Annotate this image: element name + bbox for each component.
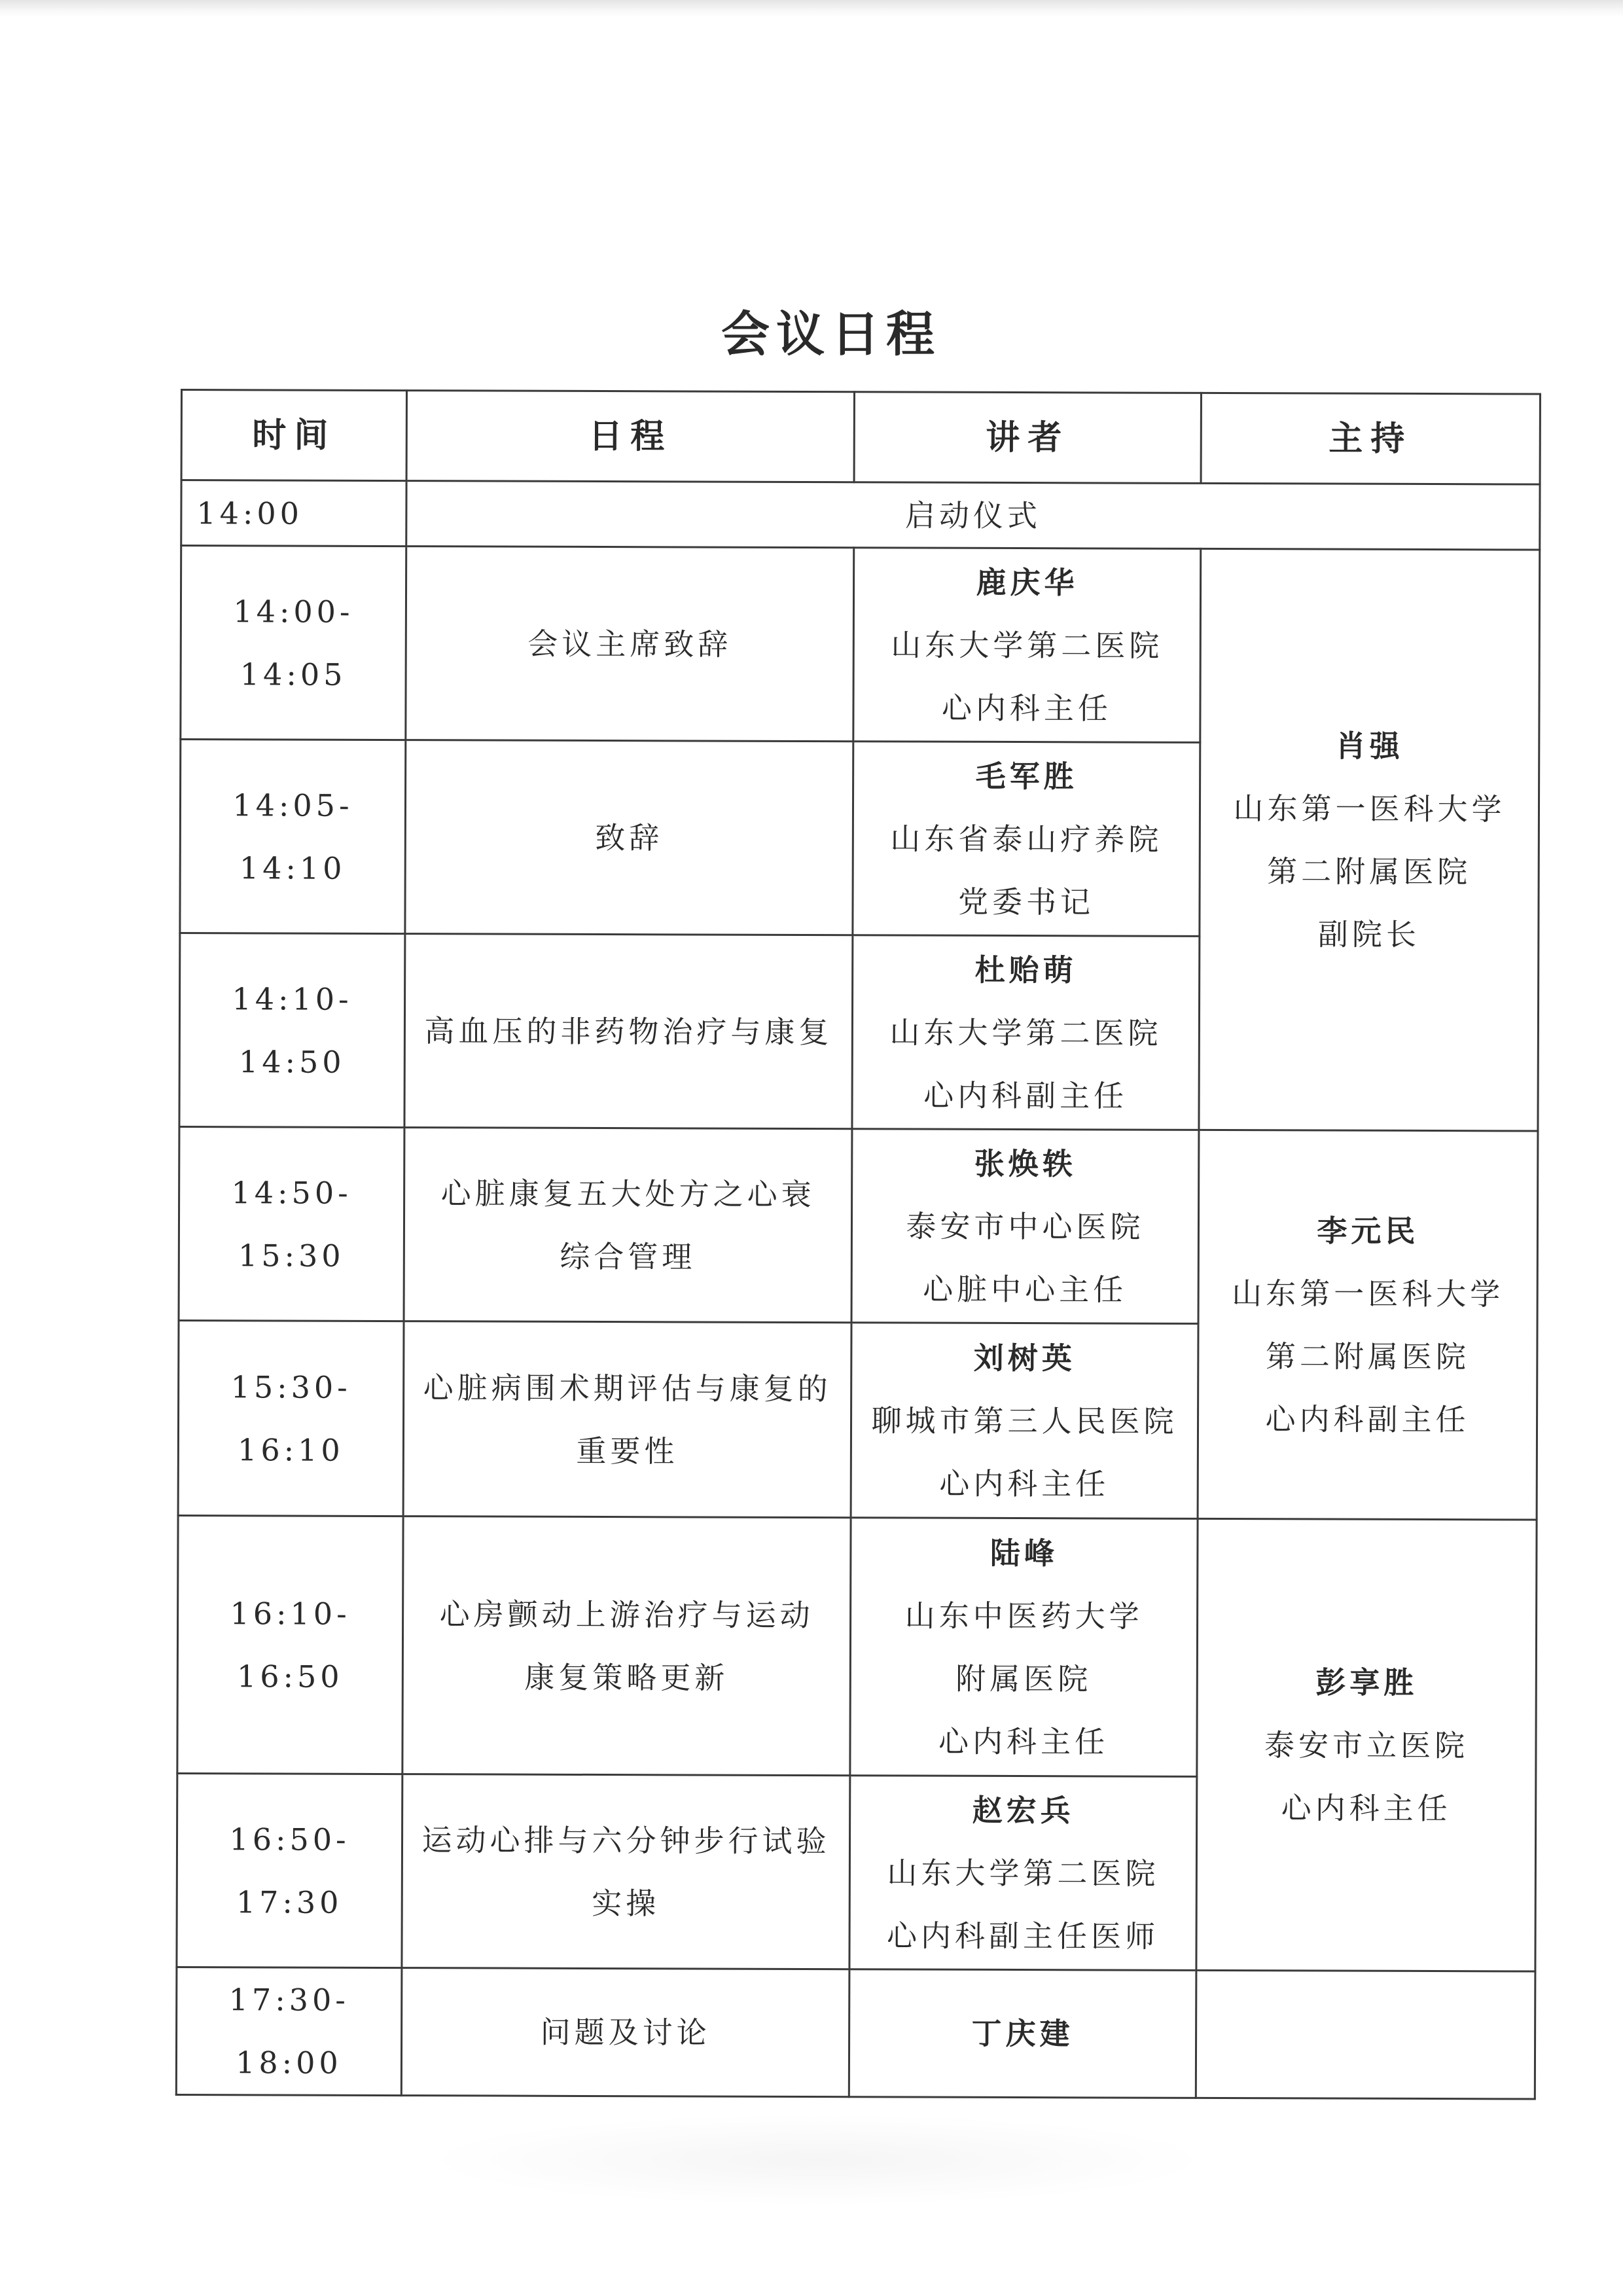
speaker-affiliation: 山东中医药大学 bbox=[904, 1597, 1143, 1634]
host-affiliation: 山东第一医科大学 bbox=[1233, 790, 1506, 827]
agenda-line: 康复策略更新 bbox=[524, 1659, 729, 1696]
header-host: 主持 bbox=[1201, 393, 1540, 484]
session-speaker bbox=[850, 1518, 1198, 1777]
header-time: 时间 bbox=[181, 390, 406, 481]
table-row bbox=[176, 1967, 1535, 2099]
session-speaker bbox=[853, 742, 1200, 937]
page-title: 会议日程 bbox=[721, 306, 941, 363]
speaker-affiliation: 泰安市中心医院 bbox=[906, 1208, 1145, 1245]
speaker-name: 张焕轶 bbox=[974, 1145, 1077, 1181]
schedule-table bbox=[175, 389, 1541, 2100]
session-time: 16:10-16:50 bbox=[177, 1515, 403, 1774]
speaker-affiliation: 山东大学第二医院 bbox=[889, 1014, 1162, 1051]
speaker-affiliation: 山东大学第二医院 bbox=[891, 626, 1164, 664]
session-host bbox=[1196, 1518, 1537, 1971]
host-affiliation: 第二附属医院 bbox=[1265, 1338, 1470, 1374]
header-speaker: 讲者 bbox=[854, 392, 1201, 484]
speaker-affiliation: 聊城市第三人民医院 bbox=[871, 1402, 1178, 1439]
agenda-line: 运动心排与六分钟步行试验 bbox=[421, 1821, 830, 1859]
session-agenda bbox=[401, 1968, 849, 2097]
session-agenda bbox=[402, 1516, 851, 1776]
agenda-line: 重要性 bbox=[576, 1433, 679, 1469]
speaker-affiliation: 山东省泰山疗养院 bbox=[890, 820, 1163, 857]
session-speaker bbox=[851, 1323, 1198, 1519]
speaker-title: 心内科副主任医师 bbox=[886, 1917, 1160, 1954]
session-time: 17:30-18:00 bbox=[176, 1967, 402, 2095]
speaker-name: 陆峰 bbox=[990, 1535, 1059, 1571]
session-agenda bbox=[404, 1128, 852, 1323]
host-title: 心内科副主任 bbox=[1265, 1401, 1470, 1437]
speaker-title: 心内科副主任 bbox=[923, 1077, 1128, 1114]
session-speaker bbox=[852, 935, 1200, 1130]
host-title: 心内科主任 bbox=[1281, 1789, 1452, 1826]
table-row bbox=[181, 546, 1540, 744]
speaker-name: 赵宏兵 bbox=[972, 1792, 1075, 1828]
speaker-title: 心内科主任 bbox=[941, 690, 1113, 726]
agenda-line: 会议主席致辞 bbox=[527, 626, 732, 662]
agenda-line: 心脏康复五大处方之心衰 bbox=[440, 1175, 815, 1212]
session-time: 14:50-15:30 bbox=[179, 1126, 404, 1321]
speaker-affiliation: 附属医院 bbox=[955, 1660, 1092, 1696]
opening-label: 启动仪式 bbox=[406, 481, 1540, 550]
session-time: 14:10-14:50 bbox=[179, 933, 405, 1128]
agenda-line: 问题及讨论 bbox=[540, 2014, 711, 2051]
session-host-empty bbox=[1196, 1970, 1535, 2099]
host-title: 副院长 bbox=[1317, 916, 1420, 952]
agenda-line: 高血压的非药物治疗与康复 bbox=[424, 1013, 833, 1050]
host-name: 李元民 bbox=[1317, 1212, 1419, 1249]
header-agenda: 日程 bbox=[406, 391, 854, 482]
host-name: 肖强 bbox=[1335, 728, 1404, 764]
speaker-affiliation: 山东大学第二医院 bbox=[887, 1854, 1160, 1892]
table-row bbox=[177, 1515, 1537, 1778]
speaker-title: 党委书记 bbox=[957, 884, 1095, 920]
speaker-name: 刘树英 bbox=[973, 1340, 1076, 1376]
agenda-line: 致辞 bbox=[595, 819, 664, 855]
session-time: 14:05-14:10 bbox=[180, 740, 406, 934]
agenda-line: 心脏病围术期评估与康复的 bbox=[423, 1369, 832, 1407]
session-host bbox=[1199, 548, 1540, 1131]
host-affiliation: 泰安市立医院 bbox=[1264, 1727, 1469, 1763]
table-row bbox=[179, 1126, 1538, 1325]
speaker-title: 心内科主任 bbox=[938, 1723, 1109, 1759]
session-time: 14:00-14:05 bbox=[181, 546, 406, 740]
agenda-line: 综合管理 bbox=[560, 1238, 696, 1274]
speaker-name: 鹿庆华 bbox=[976, 564, 1079, 600]
speaker-name: 杜贻萌 bbox=[974, 952, 1077, 988]
host-affiliation: 第二附属医院 bbox=[1267, 853, 1472, 889]
speaker-title: 心脏中心主任 bbox=[923, 1271, 1128, 1308]
agenda-line: 实操 bbox=[592, 1885, 660, 1921]
speaker-title: 心内科主任 bbox=[939, 1465, 1110, 1501]
opening-time: 14:00 bbox=[181, 480, 406, 547]
session-time: 15:30-16:10 bbox=[178, 1320, 404, 1516]
scan-artifact-bottom bbox=[425, 2114, 1211, 2206]
session-time: 16:50-17:30 bbox=[177, 1773, 402, 1967]
session-agenda bbox=[404, 934, 853, 1129]
session-speaker bbox=[853, 548, 1201, 743]
session-agenda bbox=[405, 740, 853, 935]
session-speaker bbox=[851, 1129, 1199, 1324]
session-speaker bbox=[849, 1969, 1196, 2098]
speaker-name: 丁庆建 bbox=[971, 2015, 1074, 2052]
opening-row bbox=[181, 480, 1540, 550]
session-speaker bbox=[849, 1776, 1197, 1971]
host-affiliation: 山东第一医科大学 bbox=[1232, 1275, 1505, 1312]
header-row bbox=[181, 390, 1540, 485]
session-agenda bbox=[403, 1321, 851, 1518]
host-name: 彭享胜 bbox=[1315, 1664, 1418, 1700]
session-host bbox=[1198, 1130, 1538, 1520]
agenda-line: 心房颤动上游治疗与运动 bbox=[439, 1596, 814, 1633]
session-agenda bbox=[406, 547, 854, 742]
speaker-name: 毛军胜 bbox=[975, 758, 1078, 794]
session-agenda bbox=[402, 1774, 850, 1969]
scan-artifact-top bbox=[0, 0, 1623, 17]
